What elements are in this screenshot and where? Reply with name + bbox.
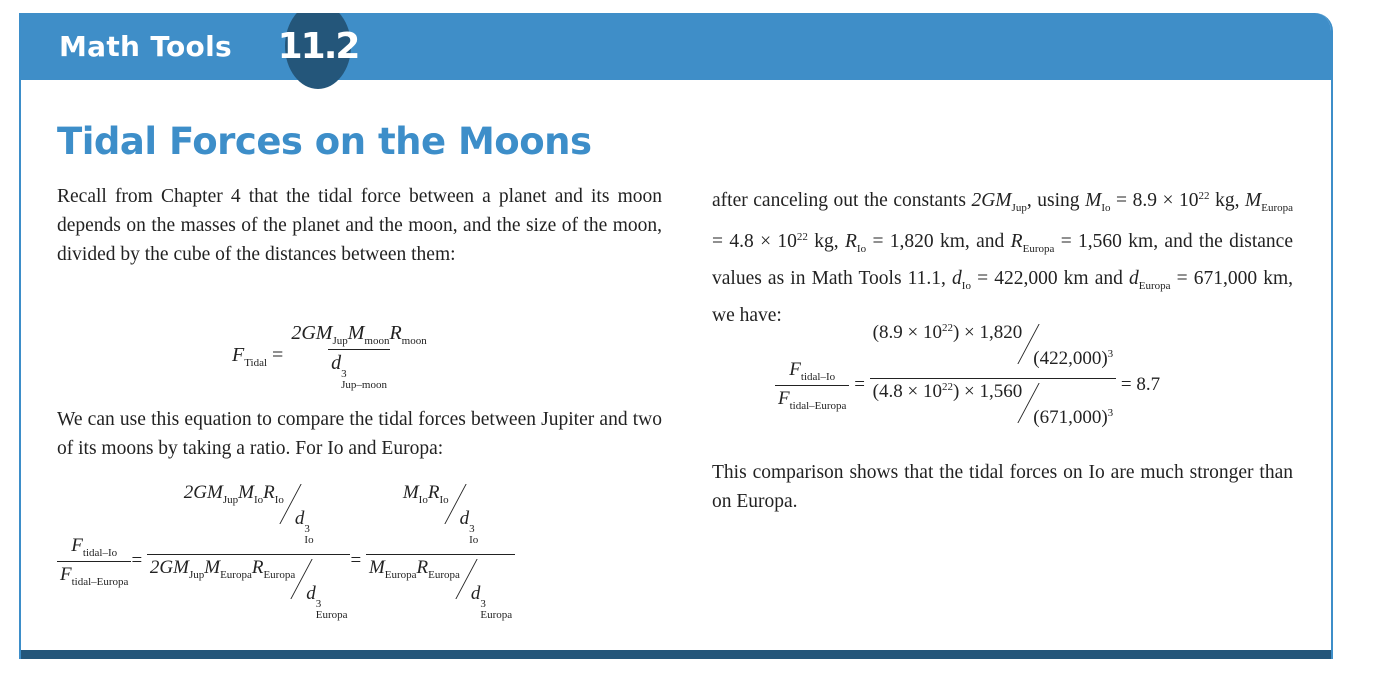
- section-number-badge: 11.2: [285, 13, 351, 89]
- sub: Europa: [263, 569, 296, 581]
- var: M: [402, 482, 419, 503]
- intro-paragraph: Recall from Chapter 4 that the tidal force between a planet and its moon depends on the masses of the planet and the moon, and the size of the moon, divided by the cube of the distances between them:: [57, 186, 662, 265]
- term: (8.9 × 10: [872, 322, 942, 343]
- bottom-bar: [21, 650, 1331, 659]
- fraction: [57, 535, 131, 588]
- var: 2GM: [183, 482, 223, 503]
- var: 2GM: [149, 557, 189, 578]
- superscript: 22: [796, 231, 808, 243]
- equals: =: [272, 344, 284, 367]
- sub: Io: [304, 534, 314, 546]
- term: (4.8 × 10: [872, 381, 942, 402]
- sup: 3: [469, 523, 475, 535]
- math-variable: d: [1128, 268, 1139, 289]
- var: R: [251, 557, 264, 578]
- math-tools-label: Math Tools: [59, 30, 232, 63]
- math-variable: 2GM: [971, 190, 1012, 211]
- var: F: [778, 388, 790, 409]
- sub: Io: [418, 494, 428, 506]
- constants-paragraph: after canceling out the constants $2GM_{Jup}$, using $M_{Io} = 8.9 \times 10^{22}$ kg, $M_{Europa} = 4.8 \times 10^{22}$ kg, $R_{Io} = 1,820$ km, and $R_{Europa} = 1,560$ km, and the distance values as in Math Tools 11.1, $d_{Io} = 422,000$ km and $d_{Europa} = 671,000$ km, we have:: [712, 190, 1294, 326]
- sub: Europa: [220, 569, 252, 581]
- var: d: [306, 583, 316, 604]
- subscript: Europa: [1138, 280, 1171, 292]
- var: F: [789, 359, 801, 380]
- sub: Io: [469, 534, 479, 546]
- var: F: [60, 564, 72, 585]
- result: = 8.7: [1120, 373, 1161, 395]
- var: d: [294, 508, 305, 529]
- var: d: [470, 583, 481, 604]
- var: R: [389, 322, 402, 344]
- math-variable: M: [1085, 190, 1102, 211]
- var: F: [232, 344, 245, 367]
- sup: 22: [941, 322, 953, 334]
- math-variable: R: [1010, 231, 1023, 252]
- sub: tidal–Io: [82, 547, 118, 559]
- sub: tidal–Io: [800, 371, 836, 383]
- term: (422,000): [1033, 348, 1108, 369]
- sup: 3: [341, 368, 347, 380]
- sub: Io: [439, 494, 449, 506]
- fraction: [870, 322, 1117, 449]
- section-title: Tidal Forces on the Moons: [57, 120, 592, 163]
- math-variable: d: [952, 268, 962, 289]
- var: M: [204, 557, 221, 578]
- subscript: Io: [1101, 202, 1111, 214]
- equals: =: [350, 549, 362, 571]
- sub: moon: [364, 335, 390, 347]
- sub: Io: [253, 494, 264, 506]
- sub: moon: [401, 335, 427, 347]
- conclusion-paragraph: This comparison shows that the tidal forces on Io are much stronger than on Europa.: [712, 462, 1293, 512]
- ratio-paragraph: We can use this equation to compare the tidal forces between Jupiter and two of its moons by taking a ratio. For Io and Europa:: [57, 409, 662, 459]
- var: R: [263, 482, 275, 503]
- fraction: [775, 359, 849, 412]
- subscript: Europa: [1022, 243, 1055, 255]
- sup: 3: [1107, 407, 1114, 419]
- term: ) × 1,820: [952, 322, 1023, 343]
- var: M: [238, 482, 254, 503]
- var: d: [459, 508, 470, 529]
- sub: tidal–Europa: [71, 576, 129, 588]
- sub: Jup: [332, 335, 348, 347]
- sub: Europa: [480, 609, 513, 621]
- fraction: [366, 482, 515, 641]
- sub: Io: [274, 494, 284, 506]
- sub: Jup: [188, 569, 205, 581]
- fraction: [288, 322, 429, 391]
- sub: Europa: [315, 609, 348, 621]
- sup: 3: [480, 598, 486, 610]
- sup: 3: [304, 523, 310, 535]
- var: F: [71, 535, 83, 556]
- var: 2GM: [291, 322, 333, 344]
- fraction: [147, 482, 351, 641]
- sup: 3: [1107, 348, 1114, 360]
- sub: tidal–Europa: [789, 400, 847, 412]
- tidal-ratio-equation: [57, 482, 515, 641]
- equals: =: [131, 549, 143, 571]
- sub: Jup: [222, 494, 239, 506]
- subscript: Europa: [1261, 202, 1294, 214]
- math-variable: R: [845, 231, 857, 252]
- sup: 22: [941, 381, 953, 393]
- math-variable: M: [1245, 190, 1262, 211]
- subscript: Jup: [1011, 202, 1027, 214]
- numeric-ratio-equation: [775, 322, 1160, 449]
- sub: Europa: [384, 569, 417, 581]
- var: M: [347, 322, 365, 344]
- superscript: 22: [1198, 190, 1210, 202]
- var: R: [427, 482, 440, 503]
- equals: =: [854, 373, 865, 395]
- sub: Europa: [428, 569, 460, 581]
- sup: 3: [315, 598, 322, 610]
- tidal-force-equation: [232, 322, 430, 391]
- term: ) × 1,560: [952, 381, 1023, 402]
- var: M: [368, 557, 385, 578]
- var: d: [331, 352, 342, 374]
- term: (671,000): [1033, 407, 1108, 428]
- sub: Jup–moon: [341, 379, 387, 391]
- subscript: Io: [856, 243, 867, 255]
- sub: Tidal: [244, 357, 268, 370]
- subscript: Io: [961, 280, 971, 292]
- var: R: [416, 557, 429, 578]
